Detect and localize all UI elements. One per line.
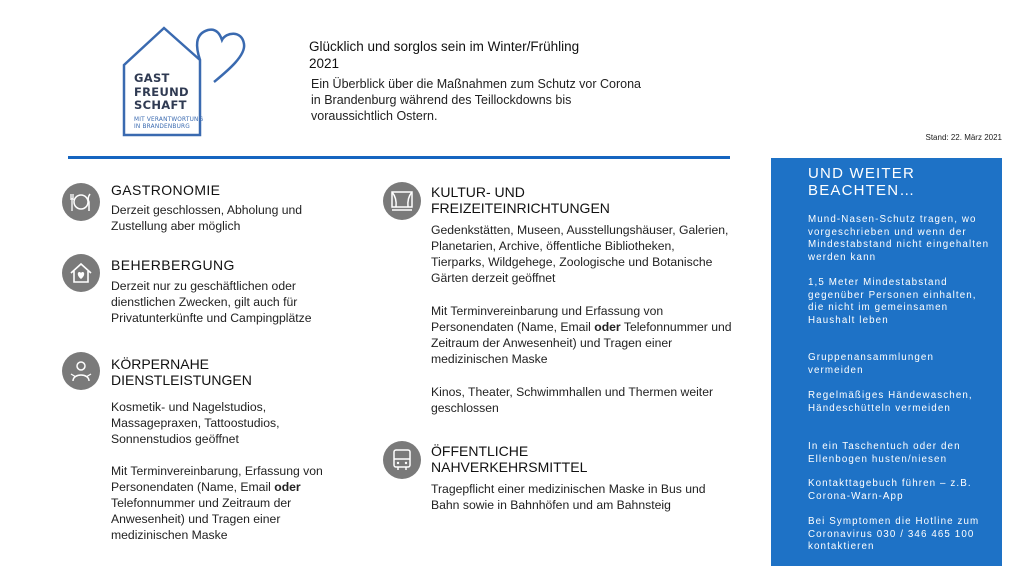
page-title: Glücklich und sorglos sein im Winter/Frühling 2021 [309,39,580,71]
section-text-kultur-3: Kinos, Theater, Schwimmhallen und Thermen weiter geschlossen [431,385,714,415]
text-part: Mit Terminvereinbarung und Erfassung von Personendaten (Name, Email [431,304,664,334]
logo-sub-2: IN BRANDENBURG [134,124,190,130]
panel-item: Regelmäßiges Händewaschen, Händeschütteln vermeiden [808,390,973,414]
section-text-beherbergung: Derzeit nur zu geschäftlichen oder dienstlichen Zwecken, gilt auch für Privatunterkünfte und Campingplätze [111,279,312,325]
section-title-oepnv-line-2: NAHVERKEHRSMITTEL [431,459,588,475]
text-bold-part: oder [274,480,301,494]
panel-item: In ein Taschentuch oder den Ellenbogen husten/niesen [808,441,961,465]
section-title-kultur-line-1: KULTUR- UND [431,184,525,200]
section-text-kultur-1: Gedenkstätten, Museen, Ausstellungshäuser, Galerien, Planetarien, Archive, öffentliche Bibliotheken, Tierparks, Wildgehege, Zoologische und Botanische Gärten derzeit geöffnet [431,223,729,285]
section-title-koerpernahe [111,356,252,388]
logo-sub-1: MIT VERANTWORTUNG [134,117,204,123]
panel-item: Kontakttagebuch führen – z.B. Corona-Warn-App [808,478,972,502]
intro-text: Ein Überblick über die Maßnahmen zum Schutz vor Corona in Brandenburg während des Teillockdowns bis voraussichtlich Ostern. [311,77,642,123]
section-text-oepnv: Tragepflicht einer medizinischen Maske in Bus und Bahn sowie in Bahnhöfen und am Bahnsteig [431,482,706,512]
cutlery-icon [62,183,100,221]
person-treatment-icon [62,352,100,390]
logo-line-2: FREUND [134,84,189,99]
section-text-gastronomie: Derzeit geschlossen, Abholung und Zustellung aber möglich [111,203,303,233]
section-title-koerpernahe-line-1: KÖRPERNAHE [111,356,210,372]
panel-item: Mund-Nasen-Schutz tragen, wo vorgeschrieben und wenn der Mindestabstand nicht eingehalten werden kann [808,214,990,264]
bus-icon [383,441,421,479]
panel-title: UND WEITER BEACHTEN… [808,165,916,199]
panel-item: Gruppenansammlungen vermeiden [808,352,935,376]
panel-item: Bei Symptomen die Hotline zum Coronavirus 030 / 346 465 100 kontaktieren [808,516,980,553]
section-title-oepnv-line-1: ÖFFENTLICHE [431,443,529,459]
section-title-koerpernahe-line-2: DIENSTLEISTUNGEN [111,372,252,388]
section-text-kultur-2 [431,303,741,367]
section-text-koerpernahe-1: Kosmetik- und Nagelstudios, Massagepraxen, Tattoostudios, Sonnenstudios geöffnet [111,400,280,446]
section-title-kultur [431,184,610,216]
divider [68,156,730,159]
text-part: Mit Terminvereinbarung, Erfassung von Personendaten (Name, Email [111,464,323,494]
section-text-koerpernahe-2 [111,463,356,543]
logo-line-1: GAST [134,71,170,85]
section-title-gastronomie: GASTRONOMIE [111,182,221,198]
theater-stage-icon [383,182,421,220]
logo [118,20,248,140]
text-bold-part: oder [594,320,621,334]
house-heart-icon [62,254,100,292]
text-part: Telefonnummer und Zeitraum der Anwesenheit) und Tragen einer medizinischen Maske [431,320,732,366]
hints-panel [771,158,1002,566]
date-stamp: Stand: 22. März 2021 [925,133,1002,142]
section-title-beherbergung: BEHERBERGUNG [111,257,235,273]
text-part: Telefonnummer und Zeitraum der Anwesenheit) und Tragen einer medizinischen Maske [111,496,292,542]
logo-line-3: SCHAFT [134,98,187,112]
section-title-kultur-line-2: FREIZEITEINRICHTUNGEN [431,200,610,216]
section-title-oepnv [431,443,587,475]
panel-item: 1,5 Meter Mindestabstand gegenüber Personen einhalten, die nicht im gemeinsamen Haushalt leben [808,277,977,327]
